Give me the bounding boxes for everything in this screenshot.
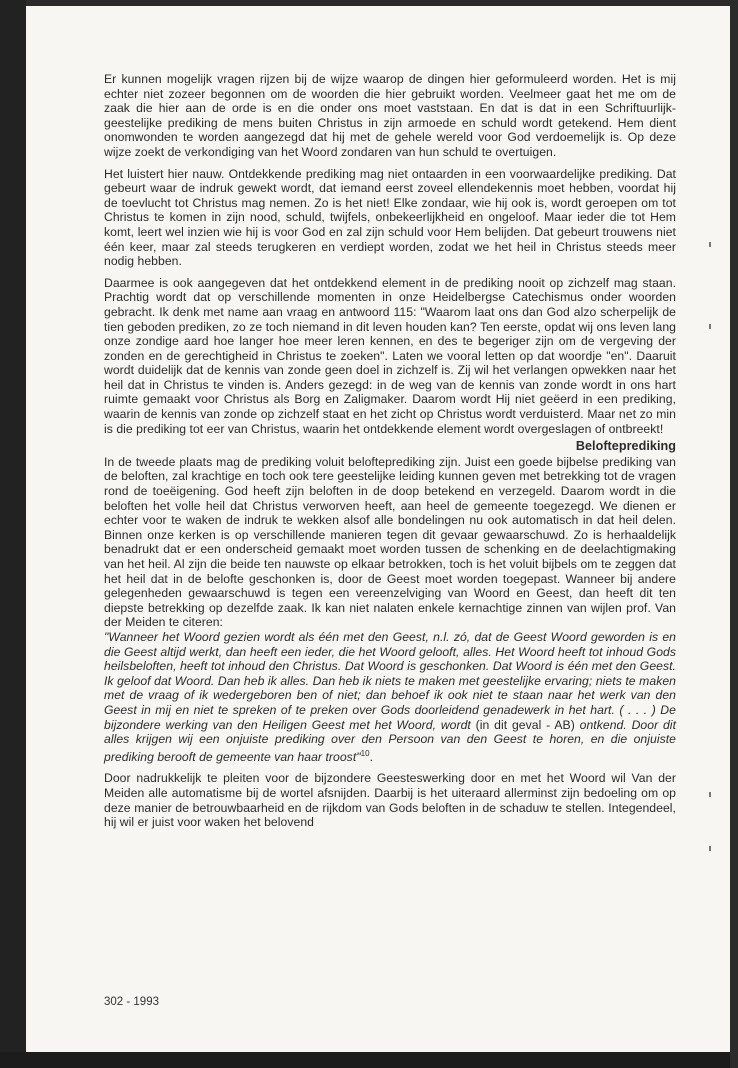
- margin-mark: [709, 242, 711, 247]
- paragraph-3: Daarmee is ook aangegeven dat het ontdekkend element in de prediking nooit op zichzelf mag staan. Prachtig wordt dat op verschillende momenten in onze Heidelbergse Catechismus onder woorden gebracht. Ik denk met name aan vraag en antwoord 115: "Waarom laat ons dan God alzo scherpelijk de tien geboden prediken, zo ze toch niemand in dit leven houden kan? Ten eerste, opdat wij ons leven lang onze zondige aard hoe langer hoe meer leren kennen, en des te begeriger zijn om de vergeving der zonden en de gerechtigheid in Christus te zoeken". Laten we vooral letten op dat woordje "en". Daaruit wordt duidelijk dat de kennis van zonde geen doel in zichzelf is. Zij wil het verlangen opwekken naar het heil dat in Christus te vinden is. Anders gezegd: in de weg van de kennis van zonde wordt in ons hart ruimte gemaakt voor Christus als Borg en Zaligmaker. Daarom wordt Hij niet geëerd in een prediking, waarin de kennis van zonde op zichzelf staat en het zicht op Christus wordt verduisterd. Maar net zo min is die prediking tot eer van Christus, waarin het ontdekkende element wordt overgeslagen of ontbreekt!: [104, 275, 676, 436]
- paragraph-1: Er kunnen mogelijk vragen rijzen bij de wijze waarop de dingen hier geformuleerd worden. Het is mij echter niet zozeer begonnen om de woorden die hier gebruikt worden. Veelmeer gaat het me om de zaak die hier aan de orde is en die onder ons moet vaststaan. En dat is dat in een Schriftuurlijk-geestelijke prediking de mens buiten Christus in zijn armoede en schuld wordt getekend. Hem dient onomwonden te worden aangezegd dat hij met de gehele wereld voor God verdoemelijk is. Op deze wijze zoekt de verkondiging van het Woord zondaren van hun schuld te overtuigen.: [104, 72, 676, 159]
- margin-mark: [709, 792, 711, 797]
- scan-edge-left: [0, 0, 26, 1068]
- quote-end: .: [369, 749, 374, 764]
- paragraph-2: Het luistert hier nauw. Ontdekkende prediking mag niet ontaarden in een voorwaardelijke prediking. Dat gebeurt waar de indruk gewekt wordt, dat iemand eerst zoveel ellendekennis moet hebben, voordat hij de toevlucht tot Christus mag nemen. Zo is het niet! Elke zondaar, wie hij ook is, wordt geroepen om tot Christus te komen in zijn nood, schuld, twijfels, onbekeerlijkheid en ongeloof. Maar ieder die tot Hem komt, leert wel inzien wie hij is voor God en zal zijn schuld voor Hem belijden. Dat gebeurt trouwens niet één keer, maar zal steeds terugkeren en verdiept worden, zodat we het heil in Christus steeds meer nodig hebben.: [104, 166, 676, 269]
- block-quote: [104, 630, 676, 764]
- quote-insertion: (in dit geval - AB): [470, 717, 580, 732]
- quote-part-2: ontkend. Door dit alles krijgen wij een onjuiste prediking over den Persoon van den Geest te horen, en die onjuiste prediking berooft de gemeente van haar troost": [104, 717, 676, 764]
- quote-part-1: "Wanneer het Woord gezien wordt als één met den Geest, n.l. zó, dat de Geest Woord geworden is en die Geest altijd werkt, dan heeft een ieder, die het Woord gelooft, alles. Het Woord heeft tot inhoud Gods heilsbeloften, heeft tot inhoud den Christus. Dat Woord is geschonken. Dat Woord is één met den Geest. Ik geloof dat Woord. Dan heb ik alles. Dan heb ik niets te maken met geestelijke ervaring; niets te maken met de vraag of ik wedergeboren ben of niet; dan behoef ik ook niet te staan naar het werk van den Geest in mij en niet te spreken of te preken over Gods doorleidend genadewerk in het hart. ( . . . ) De bijzondere werking van den Heiligen Geest met het Woord, wordt: [104, 629, 676, 732]
- margin-mark: [709, 324, 711, 329]
- document-page: [26, 6, 730, 1052]
- page-footer: 302 - 1993: [104, 996, 159, 1008]
- paragraph-5: Door nadrukkelijk te pleiten voor de bijzondere Geesteswerking door en met het Woord wil Van der Meiden alle automatisme bij de wortel afsnijden. Daarbij is het uiteraard allerminst zijn bedoeling om op deze manier de betrouwbaarheid en de rijkdom van Gods beloften in de schaduw te stellen. Integendeel, hij wil er juist voor waken het belovend: [104, 771, 676, 830]
- margin-mark: [709, 846, 711, 851]
- footnote-marker: 10: [360, 748, 370, 758]
- paragraph-4: In de tweede plaats mag de prediking voluit belofteprediking zijn. Juist een goede bijbelse prediking van de beloften, zal krachtige en toch ook tere geestelijke leiding kunnen geven met betrekking tot de vragen rond de toeëigening. God heeft zijn beloften in de doop betekend en verzegeld. Daarom wordt in die beloften het volle heil dat Christus verworven heeft, aan heel de gemeente toegezegd. We dienen er echter voor te waken de indruk te wekken alsof alle bondelingen nu ook automatisch in dat heil delen. Binnen onze kerken is op verschillende manieren tegen dit gevaar gewaarschuwd. Zo is herhaaldelijk benadrukt dat er een onderscheid gemaakt moet worden tussen de schenking en de deelachtigmaking van het heil. Al zijn die beide ten nauwste op elkaar betrokken, toch is het voluit bijbels om te zeggen dat het heil dat in de belofte geschonken is, door de Geest moet worden toegepast. Wanneer bij andere gelegenheden gewaarschuwd is tegen een vereenzelviging van Woord en Geest, dan heeft dit ten diepste betrekking op dezelfde zaak. Ik kan niet nalaten enkele kernachtige zinnen van wijlen prof. Van der Meiden te citeren:: [104, 454, 676, 630]
- body-text: [104, 72, 676, 837]
- scan-edge-right: [730, 0, 738, 1068]
- section-heading: Belofteprediking: [575, 439, 676, 454]
- scan-edge-bottom: [0, 1052, 738, 1068]
